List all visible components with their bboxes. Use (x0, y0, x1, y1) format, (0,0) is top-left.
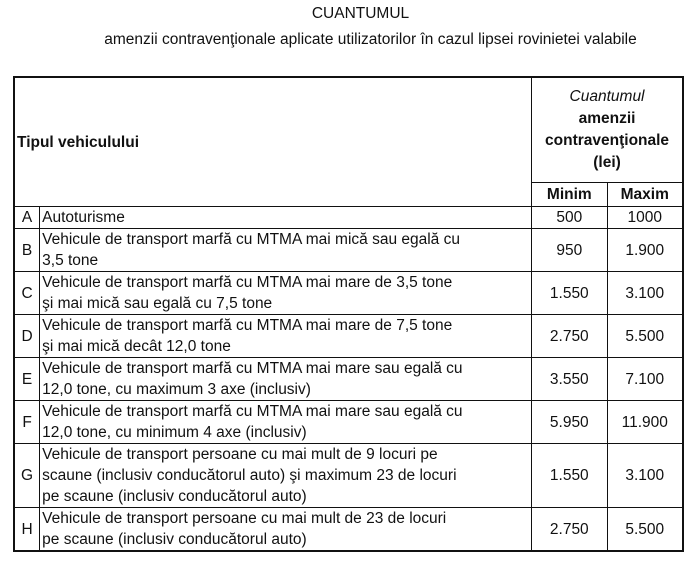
row-letter: C (14, 272, 40, 315)
row-letter: H (14, 508, 40, 552)
row-max: 5.500 (607, 315, 683, 358)
row-min: 500 (532, 207, 607, 229)
row-min: 950 (532, 229, 607, 272)
row-description (40, 207, 532, 229)
row-description (40, 444, 532, 508)
header-vehicle-type: Tipul vehiculului (14, 77, 532, 207)
row-max: 11.900 (607, 401, 683, 444)
row-max: 3.100 (607, 272, 683, 315)
description-line: Vehicule de transport persoane cu mai mult de 23 de locuri (42, 510, 447, 527)
description-line: Vehicule de transport marfă cu MTMA mai mare sau egală cu (42, 360, 463, 377)
row-min: 3.550 (532, 358, 607, 401)
description-line: 3,5 tone (42, 252, 99, 269)
document-title: CUANTUMUL (311, 5, 410, 22)
description-line: Vehicule de transport marfă cu MTMA mai mare sau egală cu (42, 403, 463, 420)
document-subtitle: amenzii contravenţionale aplicate utilizatorilor în cazul lipsei rovinietei valabile (104, 31, 637, 48)
row-letter: G (14, 444, 40, 508)
header-amount-line4: (lei) (593, 154, 621, 171)
description-line: pe scaune (inclusiv conducătorul auto) (42, 488, 307, 505)
header-max: Maxim (607, 183, 683, 207)
description-line: Vehicule de transport persoane cu mai mult de 9 locuri pe (42, 446, 438, 463)
row-max: 1000 (607, 207, 683, 229)
row-letter: D (14, 315, 40, 358)
row-min: 2.750 (532, 508, 607, 552)
row-description (40, 508, 532, 552)
row-min: 5.950 (532, 401, 607, 444)
description-line: Autoturisme (42, 209, 125, 226)
row-description (40, 401, 532, 444)
row-letter: B (14, 229, 40, 272)
table-row (14, 315, 683, 358)
fines-table (13, 76, 684, 552)
header-amount-line2: amenzii (578, 110, 636, 127)
row-max: 1.900 (607, 229, 683, 272)
row-max: 3.100 (607, 444, 683, 508)
description-line: şi mai mică sau egală cu 7,5 tone (42, 295, 273, 312)
header-min: Minim (532, 183, 607, 207)
table-row (14, 272, 683, 315)
table-row (14, 444, 683, 508)
row-min: 1.550 (532, 444, 607, 508)
header-fine-amount (532, 77, 683, 183)
row-description (40, 229, 532, 272)
table-row (14, 358, 683, 401)
description-line: 12,0 tone, cu minimum 4 axe (inclusiv) (42, 424, 307, 441)
description-line: Vehicule de transport marfă cu MTMA mai mare de 7,5 tone (42, 317, 453, 334)
header-amount-italic: Cuantumul (569, 88, 645, 105)
row-letter: A (14, 207, 40, 229)
table-header-row (14, 77, 683, 183)
row-description (40, 315, 532, 358)
row-description (40, 272, 532, 315)
row-max: 5.500 (607, 508, 683, 552)
header-amount-line3: contravenţionale (545, 132, 670, 149)
table-row (14, 207, 683, 229)
row-description (40, 358, 532, 401)
table-row (14, 508, 683, 552)
table-row (14, 401, 683, 444)
table-row (14, 229, 683, 272)
row-min: 2.750 (532, 315, 607, 358)
description-line: şi mai mică decât 12,0 tone (42, 338, 231, 355)
row-letter: F (14, 401, 40, 444)
description-line: scaune (inclusiv conducătorul auto) şi maximum 23 de locuri (42, 467, 457, 484)
row-max: 7.100 (607, 358, 683, 401)
row-letter: E (14, 358, 40, 401)
description-line: Vehicule de transport marfă cu MTMA mai mică sau egală cu (42, 231, 460, 248)
row-min: 1.550 (532, 272, 607, 315)
description-line: 12,0 tone, cu maximum 3 axe (inclusiv) (42, 381, 311, 398)
description-line: pe scaune (inclusiv conducătorul auto) (42, 531, 307, 548)
description-line: Vehicule de transport marfă cu MTMA mai mare de 3,5 tone (42, 274, 453, 291)
